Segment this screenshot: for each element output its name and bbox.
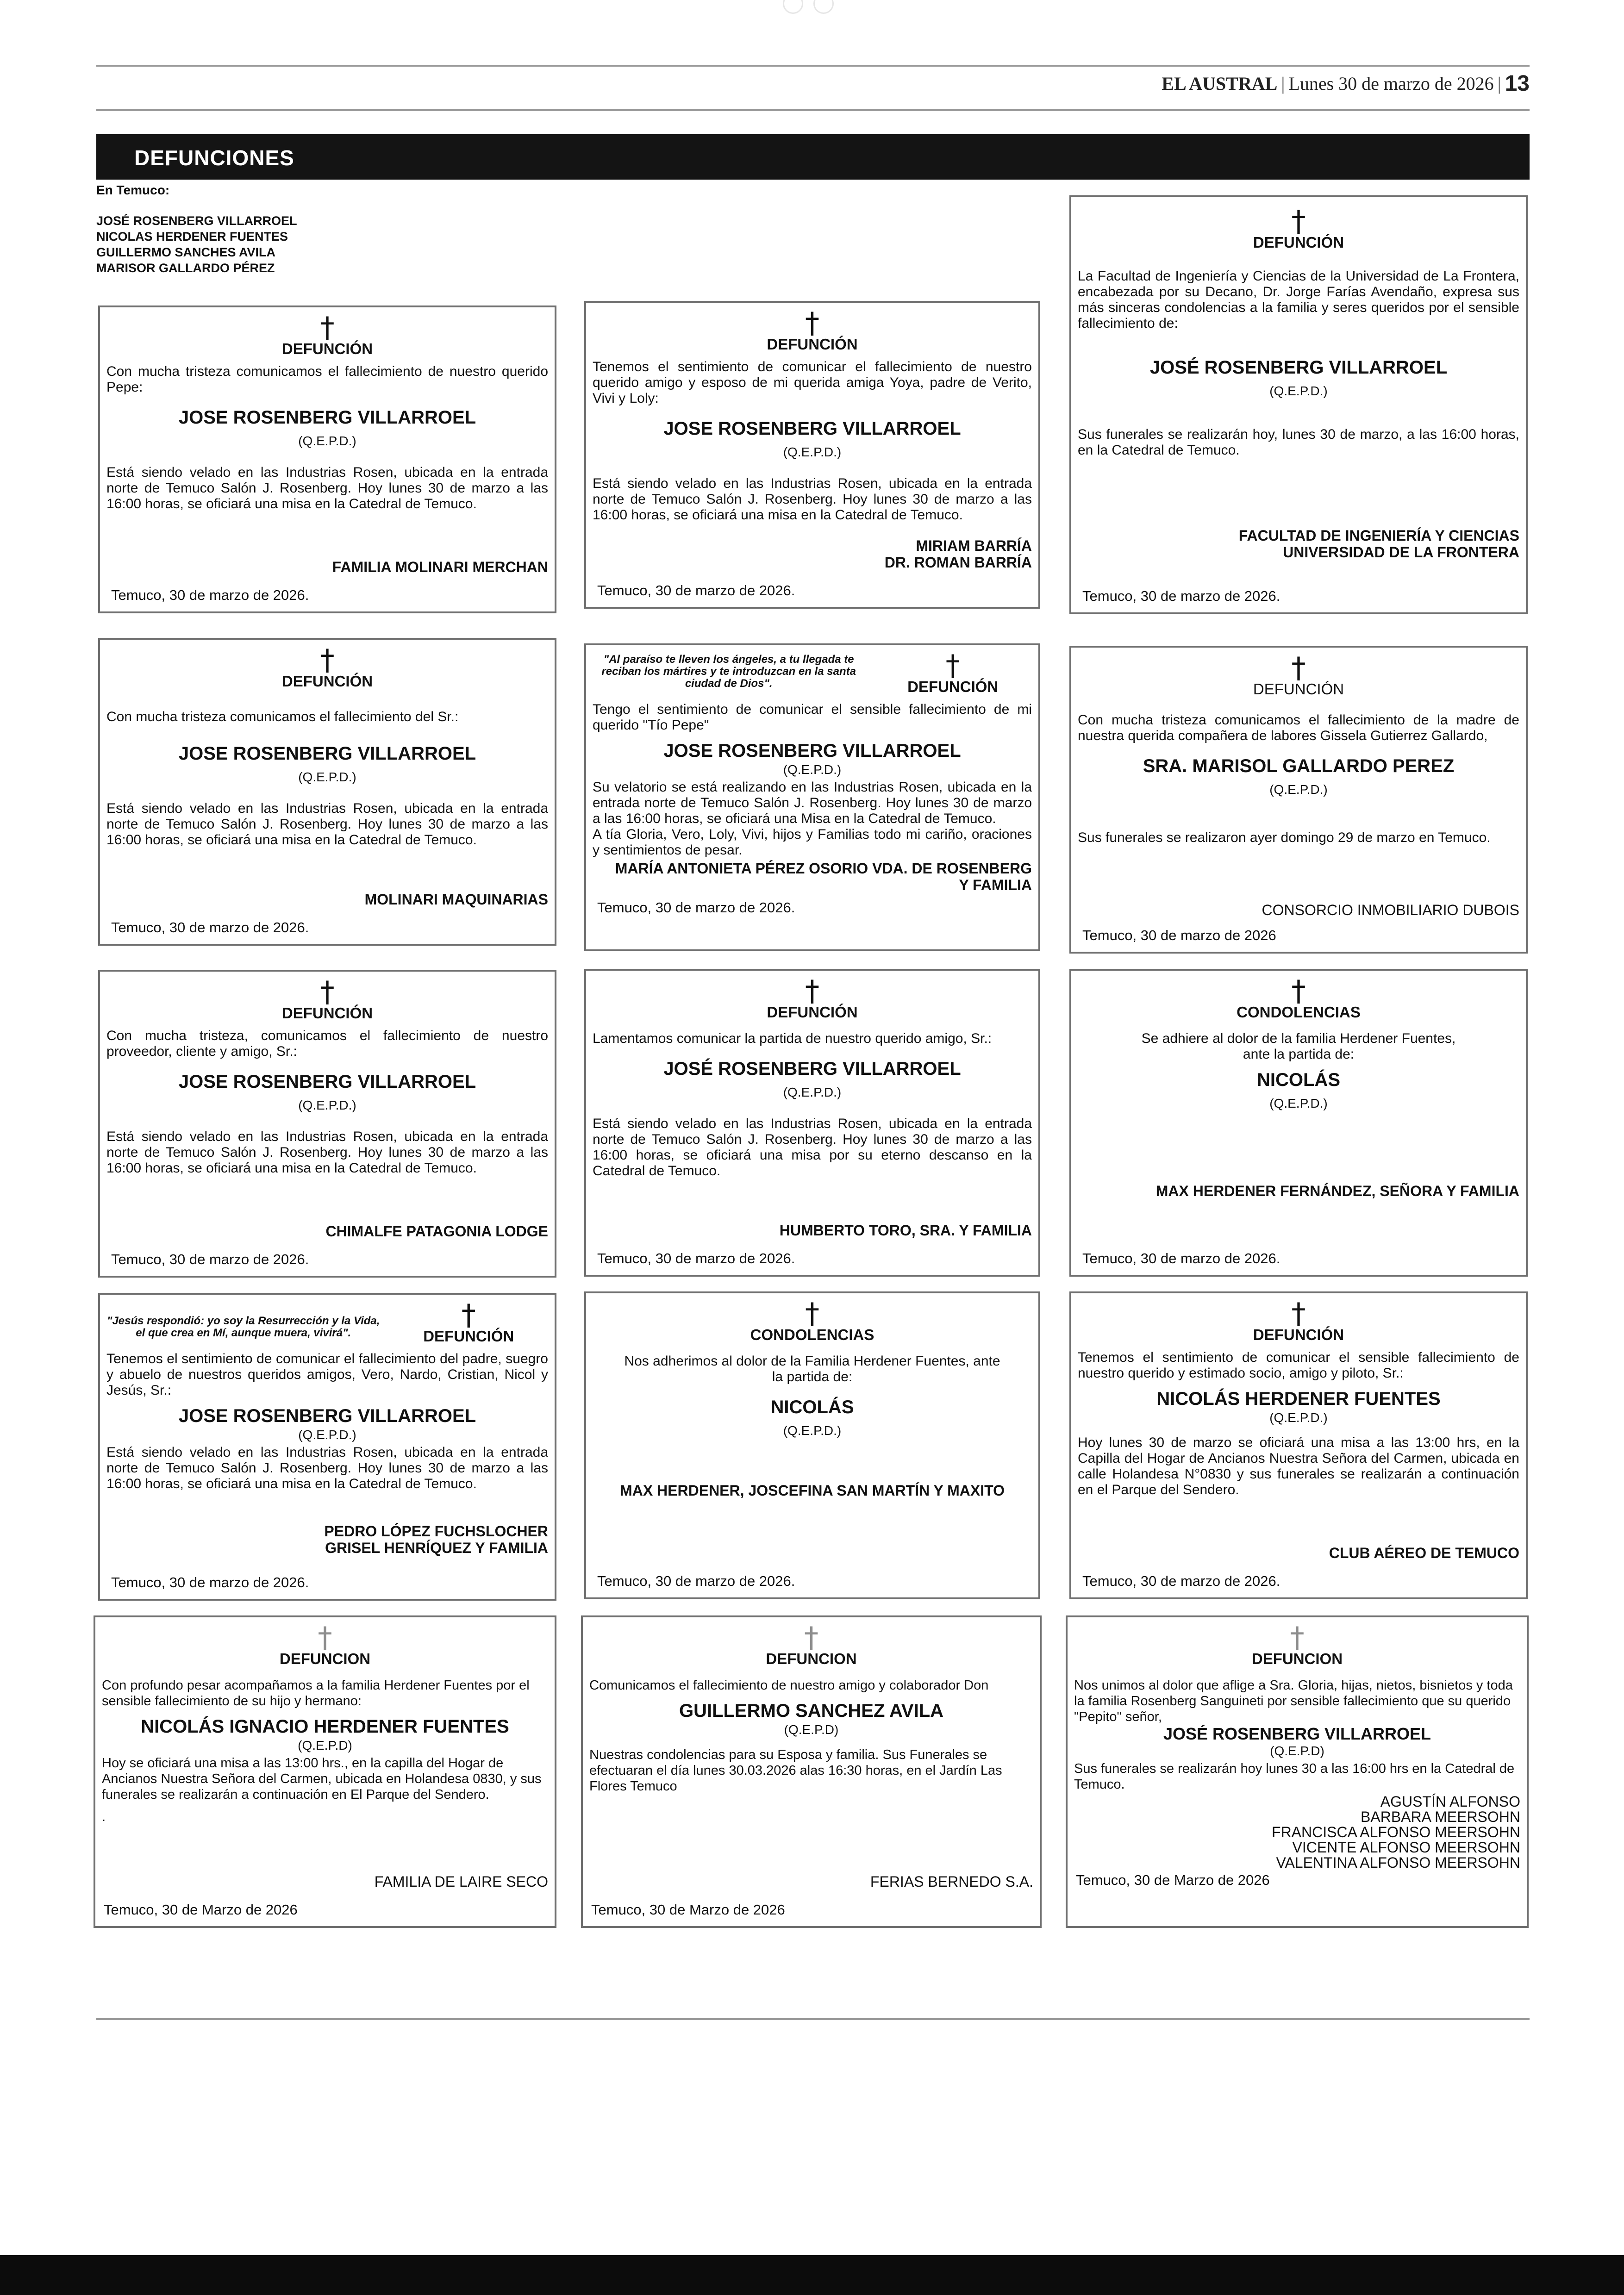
qepd: (Q.E.P.D.) xyxy=(783,762,842,777)
deceased-name: JOSÉ ROSENBERG VILLARROEL xyxy=(1163,1724,1431,1743)
cross-icon: † xyxy=(461,1298,476,1332)
card-header xyxy=(593,649,1032,702)
card-body: Está siendo velado en las Industrias Rosen, ubicada en la entrada norte de Temuco Salón J. Rosenberg. Hoy lunes 30 de marzo a las 16:00 horas, se oficiará una misa en la Catedral de Temuco. xyxy=(106,1445,548,1491)
deceased-name: JOSE ROSENBERG VILLARROEL xyxy=(663,741,961,761)
deceased-name: JOSÉ ROSENBERG VILLARROEL xyxy=(663,1059,961,1079)
cross-icon: † xyxy=(805,1297,819,1330)
card-body: Sus funerales se realizarán hoy, lunes 30 de marzo, a las 16:00 horas, en la Catedral de Temuco. xyxy=(1078,427,1519,458)
card-intro: Nos adherimos al dolor de la Familia Herdener Fuentes, ante la partida de: xyxy=(624,1353,1000,1384)
card-date: Temuco, 30 de marzo de 2026 xyxy=(1082,927,1276,943)
card-signature: FAMILIA DE LAIRE SECO xyxy=(374,1873,548,1890)
card-date: Temuco, 30 de marzo de 2026. xyxy=(111,1574,309,1590)
obituary-card-2 xyxy=(584,301,1040,609)
card-body: Está siendo velado en las Industrias Rosen, ubicada en la entrada norte de Temuco Salón J. Rosenberg. Hoy lunes 30 de marzo a las 16:00 horas, se oficiará una misa en la Catedral de Temuco. xyxy=(106,465,548,511)
obituary-card-1 xyxy=(98,306,556,613)
footer-rule xyxy=(96,2018,1530,2020)
qepd: (Q.E.P.D.) xyxy=(298,1428,356,1442)
card-title: CONDOLENCIAS xyxy=(750,1326,874,1343)
card-signature: FERIAS BERNEDO S.A. xyxy=(870,1873,1033,1890)
deceased-name: NICOLÁS xyxy=(1257,1070,1340,1090)
signer: FRANCISCA ALFONSO MEERSOHN xyxy=(1272,1824,1520,1840)
qepd: (Q.E.P.D.) xyxy=(783,445,842,459)
page-dot xyxy=(813,0,834,14)
bottom-bar xyxy=(0,2255,1624,2295)
card-title-group xyxy=(389,1298,548,1351)
qepd: (Q.E.P.D.) xyxy=(1269,782,1328,797)
obituary-card-14 xyxy=(581,1615,1042,1928)
qepd: (Q.E.P.D.) xyxy=(298,434,356,448)
card-date: Temuco, 30 de marzo de 2026. xyxy=(597,1573,795,1589)
card-intro: Con profundo pesar acompañamos a la familia Herdener Fuentes por el sensible fallecimiento de su hijo y hermano: xyxy=(102,1678,530,1709)
page-header xyxy=(1162,67,1530,100)
qepd: (Q.E.P.D.) xyxy=(298,1098,356,1112)
card-intro: Con mucha tristeza, comunicamos el fallecimiento de nuestro proveedor, cliente y amigo, Sr.: xyxy=(106,1028,548,1059)
page-indicator xyxy=(781,0,836,14)
deceased-name: NICOLÁS xyxy=(770,1397,854,1417)
obituary-card-6 xyxy=(1069,646,1528,954)
card-date: Temuco, 30 de marzo de 2026. xyxy=(597,899,795,916)
deceased-name: JOSE ROSENBERG VILLARROEL xyxy=(178,1072,476,1092)
obituary-card-4 xyxy=(98,638,556,946)
qepd: (Q.E.P.D.) xyxy=(298,770,356,784)
card-date: Temuco, 30 de marzo de 2026. xyxy=(111,919,309,935)
card-title: DEFUNCIÓN xyxy=(281,1004,373,1022)
card-quote: "Al paraíso te lleven los ángeles, a tu llegada te reciban los mártires y te introduzcan en la santa ciudad de Dios". xyxy=(601,653,856,690)
cross-icon: † xyxy=(945,649,960,682)
card-body-extra: A tía Gloria, Vero, Loly, Vivi, hijos y Familias todo mi cariño, oraciones y sentimientos de pesar. xyxy=(593,827,1032,858)
card-signature: PEDRO LÓPEZ FUCHSLOCHER xyxy=(324,1523,548,1540)
section-title: DEFUNCIONES xyxy=(134,146,294,170)
card-intro: Con mucha tristeza comunicamos el fallecimiento de la madre de nuestra querida compañera de labores Gissela Gutierrez Gallardo, xyxy=(1078,712,1519,743)
cross-icon: † xyxy=(1291,204,1306,238)
qepd: (Q.E.P.D.) xyxy=(1269,1410,1328,1425)
card-intro: Tengo el sentimiento de comunicar el sensible fallecimiento de mi querido "Tío Pepe" xyxy=(593,702,1032,733)
card-body: Está siendo velado en las Industrias Rosen, ubicada en la entrada norte de Temuco Salón J. Rosenberg. Hoy lunes 30 de marzo a las 16:00 horas, se oficiará una misa en la Catedral de Temuco. xyxy=(106,801,548,848)
card-header xyxy=(106,1298,548,1351)
qepd: (Q.E.P.D) xyxy=(1270,1744,1324,1758)
cross-icon: † xyxy=(320,975,335,1009)
card-title: DEFUNCION xyxy=(279,1650,371,1667)
signer: VALENTINA ALFONSO MEERSOHN xyxy=(1276,1854,1520,1871)
card-date: Temuco, 30 de Marzo de 2026 xyxy=(591,1902,785,1918)
card-body: Nuestras condolencias para su Esposa y familia. Sus Funerales se efectuaran el día lunes 30.03.2026 alas 16:30 horas, en el Jardín Las Flores Temuco xyxy=(589,1747,1002,1794)
deceased-name: MARISOR GALLARDO PÉREZ xyxy=(96,261,275,275)
card-signature: FAMILIA MOLINARI MERCHAN xyxy=(332,559,548,575)
obituary-card-3 xyxy=(1069,195,1528,614)
header-separator: | xyxy=(1497,73,1501,94)
card-signature: HUMBERTO TORO, SRA. Y FAMILIA xyxy=(779,1222,1032,1239)
publication-name: EL AUSTRAL xyxy=(1162,73,1278,94)
card-intro: Tenemos el sentimiento de comunicar el sensible fallecimiento de nuestro querido y estimado socio, amigo y piloto, Sr.: xyxy=(1078,1350,1519,1381)
card-signature: CONSORCIO INMOBILIARIO DUBOIS xyxy=(1262,902,1519,918)
deceased-name: JOSÉ ROSENBERG VILLARROEL xyxy=(96,214,297,228)
card-quote: "Jesús respondió: yo soy la Resurrección y la Vida, el que crea en Mí, aunque muera, vivirá". xyxy=(107,1315,380,1339)
card-date: Temuco, 30 de marzo de 2026. xyxy=(1082,1573,1280,1589)
deceased-name: GUILLERMO SANCHES AVILA xyxy=(96,245,276,259)
card-title-group xyxy=(874,649,1032,702)
cross-icon: † xyxy=(805,306,819,340)
top-rule xyxy=(96,65,1530,67)
location-label: En Temuco: xyxy=(96,183,170,197)
card-intro: Tenemos el sentimiento de comunicar el fallecimiento del padre, suegro y abuelo de nuestros queridos amigos, Vero, Nardo, Cristian, Nicol y Jesús, Sr.: xyxy=(106,1351,548,1398)
card-signature: GRISEL HENRÍQUEZ Y FAMILIA xyxy=(325,1540,548,1556)
card-date: Temuco, 30 de marzo de 2026. xyxy=(111,1251,309,1267)
deceased-name: JOSE ROSENBERG VILLARROEL xyxy=(178,743,476,764)
cross-icon: † xyxy=(1291,651,1306,685)
card-intro: Con mucha tristeza comunicamos el fallecimiento de nuestro querido Pepe: xyxy=(106,364,548,395)
card-title: DEFUNCIÓN xyxy=(281,340,373,357)
card-signature: MIRIAM BARRÍA xyxy=(916,537,1032,554)
deceased-list xyxy=(96,213,297,276)
card-intro: Nos unimos al dolor que aflige a Sra. Gloria, hijas, nietos, bisnietos y toda la familia Rosenberg Sanguineti por sensible fallecimiento que su querido "Pepito" señor, xyxy=(1074,1678,1513,1724)
card-signature: MOLINARI MAQUINARIAS xyxy=(364,891,548,908)
publication-date: Lunes 30 de marzo de 2026 xyxy=(1288,73,1494,94)
obituary-card-15 xyxy=(1066,1615,1529,1928)
header-separator: | xyxy=(1281,73,1285,94)
card-date: Temuco, 30 de marzo de 2026. xyxy=(1082,588,1280,604)
card-title: DEFUNCION xyxy=(1251,1650,1343,1667)
card-body: Su velatorio se está realizando en las Industrias Rosen, ubicada en la entrada norte de Temuco Salón J. Rosenberg. Hoy lunes 30 de marzo a las 16:00 horas, se oficiará una Misa en la Catedral de Temuco. xyxy=(593,780,1032,826)
cross-icon: † xyxy=(320,311,335,344)
card-body: Hoy lunes 30 de marzo se oficiará una misa a las 13:00 hrs, en la Capilla del Hogar de Ancianos Nuestra Señora del Carmen, ubicada en calle Holandesa N°0830 y sus funerales se realizarán a continuación en el Parque del Sendero. xyxy=(1078,1435,1519,1497)
card-body: Sus funerales se realizaron ayer domingo 29 de marzo en Temuco. xyxy=(1078,830,1491,845)
card-intro: Tenemos el sentimiento de comunicar el fallecimiento de nuestro querido amigo y esposo de mi querida amiga Yoya, padre de Verito, Vivi y Loly: xyxy=(593,359,1032,406)
card-signature: MARÍA ANTONIETA PÉREZ OSORIO VDA. DE ROSENBERG xyxy=(615,860,1032,877)
signer: AGUSTÍN ALFONSO xyxy=(1380,1793,1520,1810)
page-dot xyxy=(783,0,803,14)
deceased-name: NICOLÁS HERDENER FUENTES xyxy=(1156,1389,1441,1409)
cross-icon: † xyxy=(318,1621,332,1654)
card-intro: Con mucha tristeza comunicamos el fallecimiento del Sr.: xyxy=(106,709,459,724)
cross-icon: † xyxy=(805,974,819,1008)
cross-icon: † xyxy=(804,1621,818,1654)
obituary-card-8 xyxy=(584,969,1040,1277)
card-signature: CHIMALFE PATAGONIA LODGE xyxy=(325,1223,548,1240)
card-body: Sus funerales se realizarán hoy lunes 30 a las 16:00 hrs en la Catedral de Temuco. xyxy=(1074,1761,1515,1792)
deceased-name: JOSE ROSENBERG VILLARROEL xyxy=(178,407,476,428)
deceased-name: JOSE ROSENBERG VILLARROEL xyxy=(663,418,961,439)
card-body: Está siendo velado en las Industrias Rosen, ubicada en la entrada norte de Temuco Salón J. Rosenberg. Hoy lunes 30 de marzo a las 16:00 horas, se oficiará una misa en la Catedral de Temuco. xyxy=(593,476,1032,523)
card-title: DEFUNCIÓN xyxy=(1253,1326,1344,1343)
obituary-card-5 xyxy=(584,643,1040,951)
page-number: 13 xyxy=(1505,71,1530,96)
card-title: DEFUNCIÓN xyxy=(907,678,999,695)
card-date: Temuco, 30 de marzo de 2026. xyxy=(597,582,795,599)
card-signature: Y FAMILIA xyxy=(959,877,1032,893)
obituary-card-7 xyxy=(98,970,556,1278)
header-rule xyxy=(96,109,1530,111)
card-body: Hoy se oficiará una misa a las 13:00 hrs., en la capilla del Hogar de Ancianos Nuestra Señora del Carmen, ubicada en Holandesa 0830, y sus funerales se realizarán a continuación en El Parque del Sendero. xyxy=(102,1756,542,1802)
qepd: (Q.E.P.D.) xyxy=(1269,1096,1328,1110)
card-signature: MAX HERDENER, JOSCEFINA SAN MARTÍN Y MAXITO xyxy=(620,1482,1005,1499)
card-intro: Se adhiere al dolor de la familia Herdener Fuentes, ante la partida de: xyxy=(1141,1031,1456,1062)
obituary-card-10 xyxy=(98,1293,556,1601)
card-title: DEFUNCION xyxy=(766,1650,857,1667)
card-date: Temuco, 30 de Marzo de 2026 xyxy=(1076,1872,1270,1888)
card-date: Temuco, 30 de Marzo de 2026 xyxy=(104,1902,298,1918)
obituary-card-13 xyxy=(94,1615,556,1928)
card-title: DEFUNCIÓN xyxy=(423,1328,514,1345)
qepd: (Q.E.P.D.) xyxy=(783,1423,842,1438)
cross-icon: † xyxy=(320,643,335,677)
card-intro: La Facultad de Ingeniería y Ciencias de la Universidad de La Frontera, encabezada por su Decano, Dr. Jorge Farías Avendaño, expresa sus más sinceras condolencias a la familia y seres queridos por el sensible fallecimiento de: xyxy=(1078,268,1519,331)
section-banner xyxy=(96,134,1530,180)
card-dot: . xyxy=(102,1809,106,1824)
cross-icon: † xyxy=(1290,1621,1305,1654)
card-title: DEFUNCIÓN xyxy=(1253,680,1344,698)
cross-icon: † xyxy=(1291,1297,1306,1330)
qepd: (Q.E.P.D) xyxy=(298,1738,352,1752)
deceased-name: NICOLAS HERDENER FUENTES xyxy=(96,230,288,243)
card-body: Está siendo velado en las Industrias Rosen, ubicada en la entrada norte de Temuco Salón J. Rosenberg. Hoy lunes 30 de marzo a las 16:00 horas, se oficiará una misa por su eterno descanso en la Catedral de Temuco. xyxy=(593,1116,1032,1179)
card-signature: MAX HERDENER FERNÁNDEZ, SEÑORA Y FAMILIA xyxy=(1156,1183,1519,1199)
cross-icon: † xyxy=(1291,974,1306,1008)
qepd: (Q.E.P.D.) xyxy=(783,1085,842,1099)
card-title: DEFUNCIÓN xyxy=(1253,234,1344,251)
card-title: CONDOLENCIAS xyxy=(1237,1004,1361,1021)
deceased-name: NICOLÁS IGNACIO HERDENER FUENTES xyxy=(141,1716,509,1737)
card-signature: UNIVERSIDAD DE LA FRONTERA xyxy=(1283,544,1519,561)
card-date: Temuco, 30 de marzo de 2026. xyxy=(1082,1250,1280,1266)
card-signature: DR. ROMAN BARRÍA xyxy=(884,554,1032,571)
obituary-card-12 xyxy=(1069,1291,1528,1599)
deceased-name: JOSÉ ROSENBERG VILLARROEL xyxy=(1149,357,1448,378)
condolence-card-11 xyxy=(584,1291,1040,1599)
deceased-name: SRA. MARISOL GALLARDO PEREZ xyxy=(1143,756,1455,776)
card-title: DEFUNCIÓN xyxy=(767,1004,858,1021)
card-intro: Comunicamos el fallecimiento de nuestro amigo y colaborador Don xyxy=(589,1678,989,1693)
card-signature: FACULTAD DE INGENIERÍA Y CIENCIAS xyxy=(1238,527,1519,544)
card-signature: CLUB AÉREO DE TEMUCO xyxy=(1329,1545,1519,1561)
qepd: (Q.E.P.D) xyxy=(784,1722,839,1737)
deceased-name: GUILLERMO SANCHEZ AVILA xyxy=(679,1701,944,1721)
card-date: Temuco, 30 de marzo de 2026. xyxy=(597,1250,795,1266)
card-title: DEFUNCIÓN xyxy=(281,673,373,690)
card-title: DEFUNCIÓN xyxy=(767,336,858,353)
condolence-card-9 xyxy=(1069,969,1528,1277)
deceased-name: JOSE ROSENBERG VILLARROEL xyxy=(178,1406,476,1426)
card-date: Temuco, 30 de marzo de 2026. xyxy=(111,587,309,603)
card-intro: Lamentamos comunicar la partida de nuestro querido amigo, Sr.: xyxy=(593,1031,992,1046)
qepd: (Q.E.P.D.) xyxy=(1269,384,1328,398)
card-body: Está siendo velado en las Industrias Rosen, ubicada en la entrada norte de Temuco Salón J. Rosenberg. Hoy lunes 30 de marzo a las 16:00 horas, se oficiará una misa en la Catedral de Temuco. xyxy=(106,1129,548,1176)
signer: BARBARA MEERSOHN xyxy=(1361,1809,1520,1825)
signer: VICENTE ALFONSO MEERSOHN xyxy=(1292,1839,1520,1856)
